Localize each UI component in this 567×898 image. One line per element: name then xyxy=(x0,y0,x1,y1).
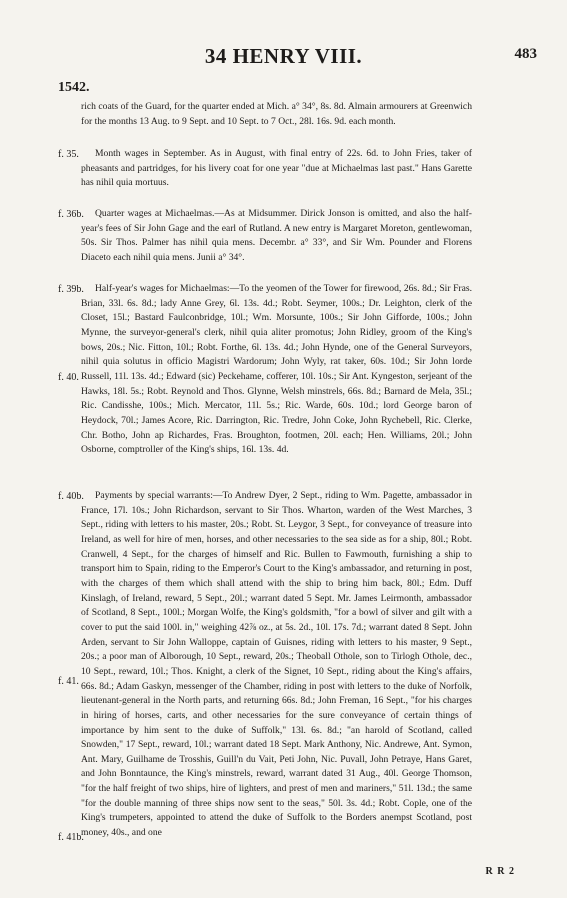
signature-mark: R R 2 xyxy=(485,866,515,877)
running-title: 34 HENRY VIII. xyxy=(204,44,363,68)
margin-note: f. 40b. xyxy=(58,491,84,502)
year-heading: 1542. xyxy=(58,80,90,95)
paragraph-half-year-wages: Half-year's wages for Michaelmas:—To the yeomen of the Tower for firewood, 26s. 8d.; Sir Fras. Brian, 33l. 6s. 8d.; lady Anne Grey, 6l. 13s. 4d.; Robt. Seymer, 100s.; Dr. Leighton, clerk of the Closet, 15l.; Bastard Faulconbridge, 10l.; Wm. Morsunte, 100s.; Sir John Gifforde, 100s.; John Mynne, the surveyor-general's clerk, nihil quia aliter promotus; John Ridley, groom of the King's bows, 20s.; Nic. Fitton, 10l.; Robt. Forthe, 6l. 13s. 4d.; John Hynde, one of the General Surveyors, nihil quia solutus in officio Magistri Wardorum; John Wyly, rat taker, 60s. 10d.; Sir John lorde Russell, 11l. 13s. 4d.; Edward (sic) Peckehame, cofferer, 10l. 10s.; Sir Ant. Kyngeston, serjeant of the Hawks, 18l. 5s.; Robt. Reynold and Thos. Glynne, Welsh minstrels, 66s. 8d.; Barnard de Mela, 35l.; Ric. Candisshe, 100s.; Mich. Mercator, 11l. 5s.; Ric. Warde, 60s. 10d.; lord George baron of Heydock, 70l.; James Acore, Ric. Darrington, Ric. Tredre, John Coke, John Rychebell, Ric. Clerke, Chr. Botho, John ap Richardes, Fras. Broughton, footmen, 20l. each; Hen. Williams, 20l.; John Osborne, comptroller of the King's ships, 16l. 13s. 4d. xyxy=(81,283,472,456)
margin-note: f. 40. xyxy=(58,372,79,383)
paragraph-continuation: rich coats of the Guard, for the quarter ended at Mich. a° 34°, 8s. 8d. Almain armourers at Greenwich for the months 13 Aug. to 9 Sept. and 10 Sept. to 7 Oct., 28l. 16s. 9d. each month. xyxy=(81,101,472,127)
margin-note: f. 41b. xyxy=(58,832,84,843)
margin-note: f. 36b. xyxy=(58,209,84,220)
page-number: 483 xyxy=(514,46,537,62)
paragraph-month-wages: Month wages in September. As in August, with final entry of 22s. 6d. to John Fries, taker of pheasants and partridges, for his livery coat for one year "due at Michaelmas last past." Hans Garette has nihil quia mortuus. xyxy=(81,148,472,189)
margin-note: f. 39b. xyxy=(58,284,84,295)
margin-note: f. 35. xyxy=(58,149,79,160)
margin-note: f. 41. xyxy=(58,676,79,687)
paragraph-quarter-wages: Quarter wages at Michaelmas.—As at Midsummer. Dirick Jonson is omitted, and also the half-year's fees of Sir John Gage and the earl of Rutland. A new entry is Margaret Moreton, gentlewoman, 50s. Sir Thos. Palmer has nihil quia mens. Decembr. a° 33°, and Sir Wm. Pounder and Florens Diaceto each nihil quia mens. Junii a° 34°. xyxy=(81,208,472,263)
paragraph-special-warrants: Payments by special warrants:—To Andrew Dyer, 2 Sept., riding to Wm. Pagette, ambassador in France, 17l. 10s.; John Richardson, servant to Sir Thos. Wharton, warden of the West Marches, 3 Sept., riding with letters to his master, 20s.; Robt. St. Leygor, 3 Sept., for conveyance of treasure into Ireland, as well for hire of men, horses, and other necessaries to the sea side as for a ship, 80l.; Robt. Cranwell, 4 Sept., for the charges of himself and Ric. Bullen to Fawmouth, furnishing a ship to transport him to Spain, riding to the Emperor's Court to the King's ambassador, and returning in post, with the charges of them which shall attend with the ship to bring him back, 80l.; Edm. Duff Kinslagh, of Ireland, reward, 5 Sept., 20l.; warrant dated 5 Sept. Mr. James Leirmonth, ambassador of Scotland, 8 Sept., 100l.; Morgan Wolfe, the King's goldsmith, "for a bowl of silver and gilt with a cover to put the said 100l. in," weighing 42⅞ oz., at 5s. 2d., 10l. 17s. 7d.; warrant dated 8 Sept. John Arden, servant to Sir John Walloppe, captain of Guisnes, riding with letters to his master, 9 Sept., 20s.; a poor man of Alborough, 10 Sept., reward, 20s.; Theoball Othole, son to Tirlogh Othole, dec., 10 Sept., reward, 10l.; Thos. Knight, a clerk of the Signet, 10 Sept., riding about the King's affairs, 66s. 8d.; Adam Gaskyn, messenger of the Chamber, riding in post with letters to the duke of Norfolk, lieutenant-general in the North parts, and returning 66s. 8d.; John Freman, 16 Sept., "for his charges in hiring of horses, carts, and other necessaries for the sure conveyance of certain things of importance by him sent to the duke of Suffolk," 13l. 6s. 8d.; "an harold of Scotland, called Snowden," 17 Sept., reward, 10l.; warrant dated 18 Sept. Mark Anthony, Nic. Andrewe, Ant. Symon, Ant. Mary, Guilhame de Trosshis, Guill'n du Vait, Peti John, Nic. Puvall, John Petraye, Hans Garet, and John Bonntaunce, the King's minstrels, reward, warrant dated 31 Aug., 40l. George Thomson, "for the half freight of two ships, hire of lighters, and prest of men and mariners," 51l. 13d.; the same "for the double manning of three ships now sent to the seas," 50l. 3s. 4d.; Robt. Cople, one of the King's trumpeters, appointed to attend the duke of Suffolk to the Borders anempst Scotland, post money, 40s., and one xyxy=(81,490,472,839)
